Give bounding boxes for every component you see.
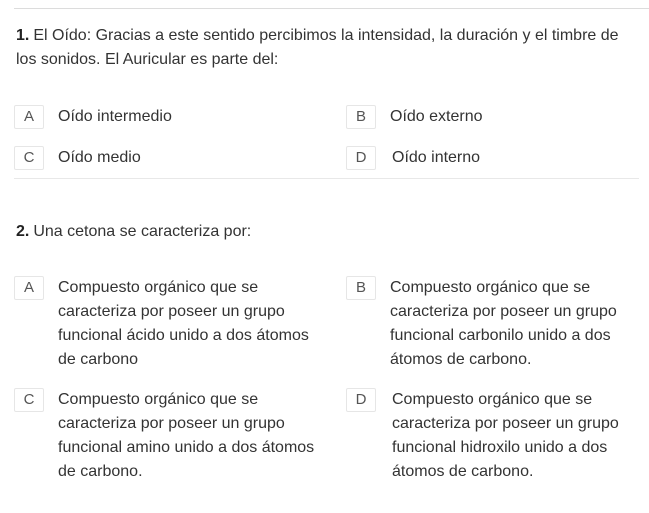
- question-2-text: [14, 220, 639, 244]
- q1-option-b[interactable]: [346, 105, 630, 129]
- option-text: Oído medio: [58, 149, 141, 166]
- option-letter: B: [346, 276, 376, 300]
- q2-option-d[interactable]: [346, 388, 632, 484]
- option-letter: D: [346, 146, 376, 170]
- q1-option-a[interactable]: [14, 105, 318, 129]
- q2-option-c[interactable]: [14, 388, 323, 484]
- option-letter: B: [346, 105, 376, 129]
- option-text: Compuesto orgánico que se caracteriza por poseer un grupo funcional amino unido a dos átomos de carbono.: [58, 391, 315, 480]
- option-letter: C: [14, 146, 44, 170]
- option-text: Oído intermedio: [58, 108, 172, 125]
- q2-option-a[interactable]: [14, 276, 323, 372]
- option-text: Compuesto orgánico que se caracteriza por poseer un grupo funcional ácido unido a dos átomos de carbono: [58, 279, 309, 368]
- option-letter: D: [346, 388, 376, 412]
- option-text: Compuesto orgánico que se caracteriza por poseer un grupo funcional carbonilo unido a dos átomos de carbono.: [390, 279, 617, 368]
- option-text: Oído interno: [392, 149, 481, 166]
- top-divider: [14, 8, 649, 9]
- q2-option-b[interactable]: [346, 276, 630, 372]
- question-divider: [14, 178, 639, 179]
- question-2-number: 2.: [16, 223, 30, 240]
- question-2: [14, 220, 639, 244]
- question-1-number: 1.: [16, 27, 30, 44]
- option-text: Oído externo: [390, 108, 483, 125]
- question-1-prompt: El Oído: Gracias a este sentido percibimos la intensidad, la duración y el timbre de los sonidos. El Auricular es parte del:: [16, 27, 619, 68]
- option-letter: C: [14, 388, 44, 412]
- question-1: [14, 24, 639, 72]
- q1-option-d[interactable]: [346, 146, 632, 170]
- question-2-prompt: Una cetona se caracteriza por:: [33, 223, 252, 240]
- q1-option-c[interactable]: [14, 146, 318, 170]
- option-letter: A: [14, 276, 44, 300]
- question-1-text: [14, 24, 639, 72]
- option-text: Compuesto orgánico que se caracteriza por poseer un grupo funcional hidroxilo unido a dos átomos de carbono.: [392, 391, 619, 480]
- option-letter: A: [14, 105, 44, 129]
